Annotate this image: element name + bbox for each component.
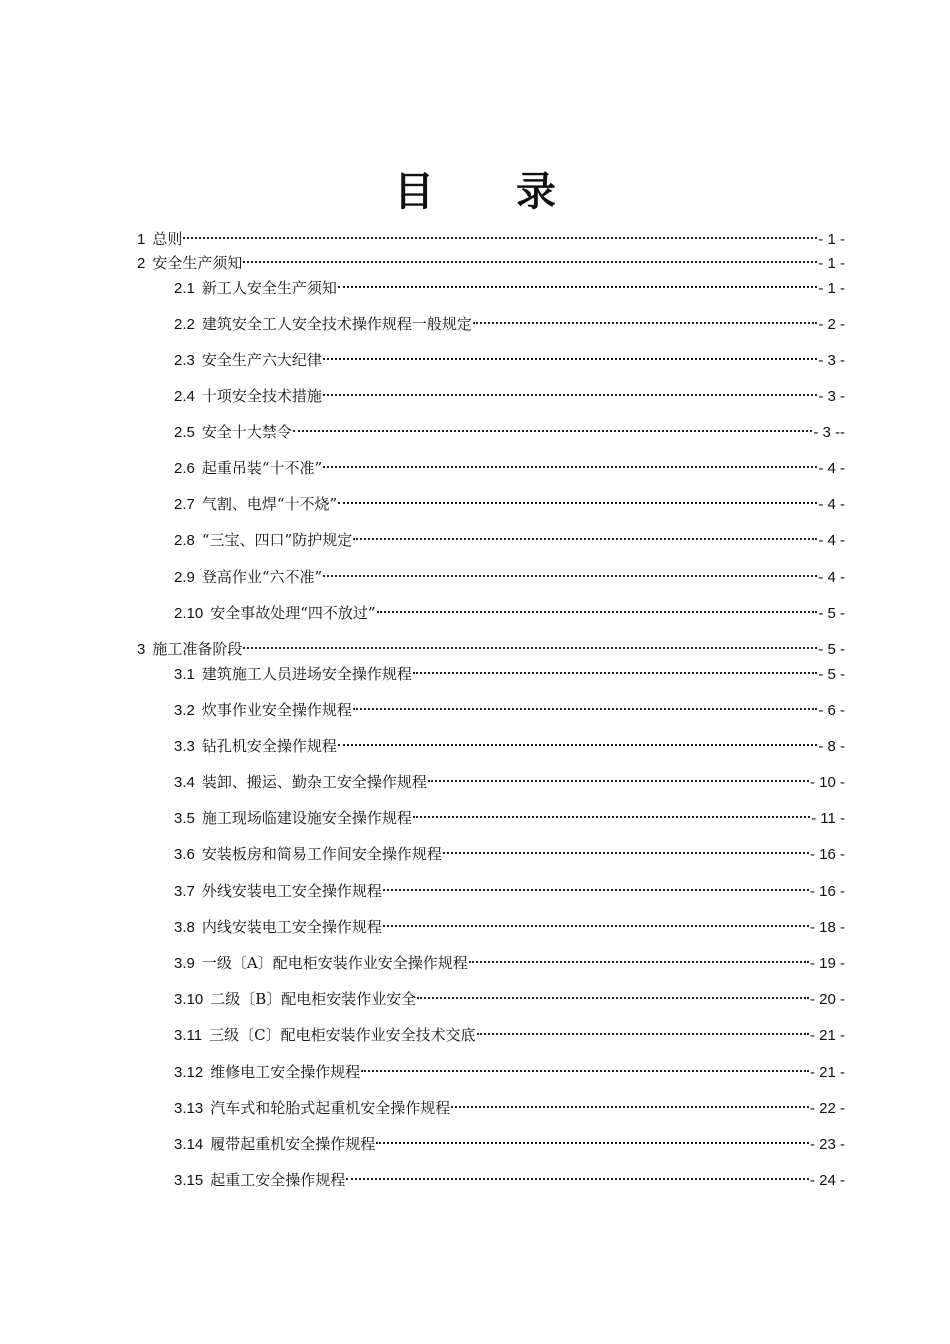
dot-leader bbox=[443, 837, 809, 859]
dot-leader bbox=[323, 379, 817, 401]
toc-entry-number: 3.1 bbox=[174, 666, 195, 683]
toc-entry[interactable] bbox=[174, 560, 845, 586]
toc-entry-number: 3.12 bbox=[174, 1064, 204, 1081]
toc-entry[interactable] bbox=[174, 1091, 845, 1117]
toc-entry-title: 登高作业“六不准” bbox=[201, 568, 323, 586]
toc-entry-number: 2.4 bbox=[174, 388, 195, 405]
toc-entry-title: 钻孔机安全操作规程 bbox=[201, 737, 337, 755]
toc-entry-page: - 8 - bbox=[818, 738, 845, 755]
toc-entry-title: 十项安全技术措施 bbox=[201, 387, 322, 405]
toc-entry-title: 建筑施工人员进场安全操作规程 bbox=[201, 665, 412, 683]
toc-entry-page: - 18 - bbox=[809, 919, 845, 936]
toc-entry-title: 履带起重机安全操作规程 bbox=[210, 1135, 376, 1153]
toc-entry-page: - 23 - bbox=[809, 1136, 845, 1153]
toc-entry[interactable] bbox=[174, 451, 845, 477]
toc-entry-number: 2.9 bbox=[174, 569, 195, 586]
dot-leader bbox=[353, 523, 817, 545]
toc-entry-title: 安全生产须知 bbox=[152, 254, 243, 272]
toc-entry-number: 2.2 bbox=[174, 316, 195, 333]
toc-entry-page: - 4 - bbox=[818, 569, 845, 586]
dot-leader bbox=[377, 596, 818, 618]
dot-leader bbox=[473, 307, 817, 329]
toc-entry-title: 炊事作业安全操作规程 bbox=[201, 701, 352, 719]
toc-entry-page: - 11 - bbox=[811, 810, 845, 827]
toc-entry[interactable] bbox=[137, 222, 845, 248]
toc-entry-page: - 1 - bbox=[818, 280, 845, 297]
dot-leader bbox=[383, 910, 809, 932]
dot-leader bbox=[243, 632, 817, 654]
toc-entry-number: 3.5 bbox=[174, 810, 195, 827]
toc-entry-page: - 10 - bbox=[809, 774, 845, 791]
toc-entry-page: - 24 - bbox=[809, 1172, 845, 1189]
toc-entry-page: - 3 -- bbox=[813, 424, 845, 441]
toc-entry-title: 内线安装电工安全操作规程 bbox=[201, 918, 382, 936]
dot-leader bbox=[338, 729, 817, 751]
toc-entry-number: 3.7 bbox=[174, 883, 195, 900]
toc-entry-page: - 4 - bbox=[818, 496, 845, 513]
toc-entry-page: - 2 - bbox=[818, 316, 845, 333]
dot-leader bbox=[183, 222, 817, 244]
toc-entry[interactable] bbox=[174, 801, 845, 827]
toc-entry[interactable] bbox=[174, 765, 845, 791]
toc-entry[interactable] bbox=[174, 910, 845, 936]
toc-entry-number: 1 bbox=[137, 231, 146, 248]
toc-entry-title: 建筑安全工人安全技术操作规程一般规定 bbox=[201, 315, 472, 333]
toc-entry-title: 汽车式和轮胎式起重机安全操作规程 bbox=[210, 1099, 451, 1117]
toc-entry[interactable] bbox=[174, 1127, 845, 1153]
toc-entry-number: 2.8 bbox=[174, 532, 195, 549]
toc-entry-title: 总则 bbox=[152, 230, 183, 248]
toc-entry[interactable] bbox=[174, 874, 845, 900]
toc-entry-page: - 3 - bbox=[818, 388, 845, 405]
toc-entry[interactable] bbox=[137, 632, 845, 658]
toc-entry-page: - 22 - bbox=[809, 1100, 845, 1117]
dot-leader bbox=[417, 982, 809, 1004]
dot-leader bbox=[293, 415, 812, 437]
toc-entry-title: 起重吊装“十不准” bbox=[201, 459, 323, 477]
toc-entry-page: - 16 - bbox=[809, 846, 845, 863]
dot-leader bbox=[353, 693, 817, 715]
toc-entry-number: 3.6 bbox=[174, 846, 195, 863]
dot-leader bbox=[451, 1091, 809, 1113]
dot-leader bbox=[361, 1055, 809, 1077]
toc-entry[interactable] bbox=[174, 415, 845, 441]
toc-entry[interactable] bbox=[174, 946, 845, 972]
toc-entry[interactable] bbox=[174, 657, 845, 683]
toc-entry-number: 2.1 bbox=[174, 280, 195, 297]
toc-entry-title: 施工现场临建设施安全操作规程 bbox=[201, 809, 412, 827]
toc-entry-page: - 5 - bbox=[818, 641, 845, 658]
toc-entry-page: - 5 - bbox=[818, 605, 845, 622]
dot-leader bbox=[428, 765, 809, 787]
toc-entry-number: 3.3 bbox=[174, 738, 195, 755]
dot-leader bbox=[469, 946, 809, 968]
toc-entry-title: 施工准备阶段 bbox=[152, 640, 243, 658]
toc-entry-number: 2 bbox=[137, 255, 146, 272]
dot-leader bbox=[338, 487, 817, 509]
dot-leader bbox=[323, 343, 817, 365]
toc-entry-title: 安全生产六大纪律 bbox=[201, 351, 322, 369]
toc-entry-number: 3.13 bbox=[174, 1100, 204, 1117]
toc-entry-number: 3 bbox=[137, 641, 146, 658]
toc-entry-page: - 19 - bbox=[809, 955, 845, 972]
toc-entry-number: 3.11 bbox=[174, 1027, 203, 1044]
dot-leader bbox=[477, 1018, 809, 1040]
toc-entry-number: 2.7 bbox=[174, 496, 195, 513]
toc-entry-number: 3.10 bbox=[174, 991, 204, 1008]
toc-entry[interactable] bbox=[174, 729, 845, 755]
toc-entry-title: 三级〔C〕配电柜安装作业安全技术交底 bbox=[209, 1026, 476, 1044]
page-title: 目 录 bbox=[394, 168, 590, 215]
toc-entry-page: - 1 - bbox=[818, 231, 845, 248]
toc-entry[interactable] bbox=[174, 487, 845, 513]
toc-entry-page: - 4 - bbox=[818, 460, 845, 477]
toc-entry-title: 安全事故处理“四不放过” bbox=[210, 604, 376, 622]
toc-entry[interactable] bbox=[174, 523, 845, 549]
toc-entry-title: 新工人安全生产须知 bbox=[201, 279, 337, 297]
toc-entry-number: 3.9 bbox=[174, 955, 195, 972]
toc-entry-page: - 4 - bbox=[818, 532, 845, 549]
dot-leader bbox=[413, 657, 817, 679]
toc-entry[interactable] bbox=[137, 246, 845, 272]
dot-leader bbox=[338, 271, 817, 293]
toc-entry-title: 二级〔B〕配电柜安装作业安全 bbox=[210, 990, 417, 1008]
toc-entry-title: “三宝、四口”防护规定 bbox=[201, 531, 353, 549]
dot-leader bbox=[383, 874, 809, 896]
toc-entry[interactable] bbox=[174, 307, 845, 333]
toc-entry-number: 2.3 bbox=[174, 352, 195, 369]
toc-entry-number: 3.8 bbox=[174, 919, 195, 936]
dot-leader bbox=[323, 451, 817, 473]
toc-entry-title: 气割、电焊“十不烧” bbox=[201, 495, 338, 513]
toc-entry[interactable] bbox=[174, 693, 845, 719]
dot-leader bbox=[243, 246, 817, 268]
toc-entry-number: 3.14 bbox=[174, 1136, 204, 1153]
toc-entry-page: - 5 - bbox=[818, 666, 845, 683]
toc-entry-title: 安装板房和简易工作间安全操作规程 bbox=[201, 845, 442, 863]
toc-entry-number: 3.4 bbox=[174, 774, 195, 791]
toc-entry[interactable] bbox=[174, 1163, 845, 1189]
dot-leader bbox=[346, 1163, 809, 1185]
toc-entry[interactable] bbox=[174, 343, 845, 369]
toc-entry-title: 起重工安全操作规程 bbox=[210, 1171, 346, 1189]
toc-entry-number: 2.10 bbox=[174, 605, 204, 622]
dot-leader bbox=[323, 560, 817, 582]
toc-entry-page: - 3 - bbox=[818, 352, 845, 369]
dot-leader bbox=[413, 801, 810, 823]
toc-entry-page: - 21 - bbox=[809, 1064, 845, 1081]
dot-leader bbox=[376, 1127, 809, 1149]
toc-entry-page: - 1 - bbox=[818, 255, 845, 272]
toc-entry-page: - 21 - bbox=[809, 1027, 845, 1044]
toc-entry[interactable] bbox=[174, 837, 845, 863]
toc-entry[interactable] bbox=[174, 982, 845, 1008]
toc-entry-page: - 6 - bbox=[818, 702, 845, 719]
toc-entry-title: 一级〔A〕配电柜安装作业安全操作规程 bbox=[201, 954, 468, 972]
toc-entry[interactable] bbox=[174, 379, 845, 405]
toc-entry-number: 3.15 bbox=[174, 1172, 204, 1189]
toc-entry-page: - 16 - bbox=[809, 883, 845, 900]
toc-entry[interactable] bbox=[174, 1018, 845, 1044]
toc-entry-number: 2.6 bbox=[174, 460, 195, 477]
toc-entry-title: 装卸、搬运、勤杂工安全操作规程 bbox=[201, 773, 427, 791]
toc-entry[interactable] bbox=[174, 271, 845, 297]
toc-entry-number: 3.2 bbox=[174, 702, 195, 719]
toc-entry[interactable] bbox=[174, 596, 845, 622]
toc-entry-title: 维修电工安全操作规程 bbox=[210, 1063, 361, 1081]
toc-entry-title: 外线安装电工安全操作规程 bbox=[201, 882, 382, 900]
toc-entry[interactable] bbox=[174, 1055, 845, 1081]
toc-entry-page: - 20 - bbox=[809, 991, 845, 1008]
toc-entry-title: 安全十大禁令 bbox=[201, 423, 292, 441]
toc-entry-number: 2.5 bbox=[174, 424, 195, 441]
